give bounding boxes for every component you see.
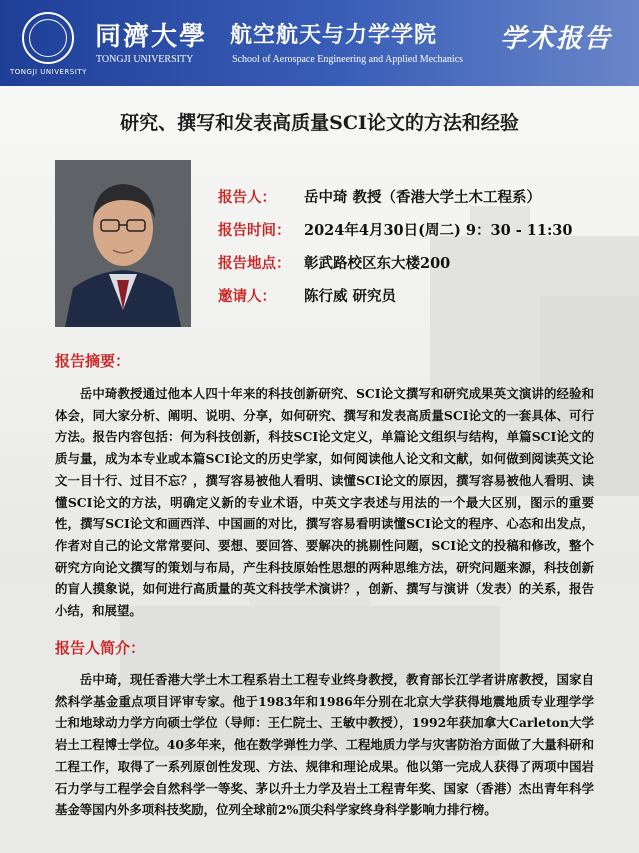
inviter-label: 邀请人：	[218, 289, 276, 305]
place-label: 报告地点：	[218, 256, 291, 272]
header-banner	[0, 0, 639, 86]
university-name-en: TONGJI UNIVERSITY	[96, 54, 194, 65]
report-type-tag: 学术报告	[500, 24, 613, 54]
time-value: 2024年4月30日(周二) 9：30 - 11:30	[304, 222, 573, 239]
school-name-cn: 航空航天与力学学院	[230, 23, 438, 48]
speaker-photo	[55, 160, 191, 327]
bio-text: 岳中琦，现任香港大学土木工程系岩土工程专业终身教授，教育部长江学者讲席教授，国家自然科学基金重点项目评审专家。他于1983年和1986年分别在北京大学获得地震地质专业理学学士和地球动力学方向硕士学位（导师：王仁院士、王敏中教授），1992年获加拿大Carleton大学岩土工程博士学位。40多年来，他在数学弹性力学、工程地质力学与灾害防治方面做了大量科研和工程工作，取得了一系列原创性发现、方法、规律和理论成果。他以第一完成人获得了两项中国岩石力学与工程学会自然科学一等奖、茅以升土力学及岩土工程青年奖、国家（香港）杰出青年科学基金等国内外多项科技奖励，位列全球前2%顶尖科学家终身科学影响力排行榜。	[55, 672, 594, 818]
abstract-text: 岳中琦教授通过他本人四十年来的科技创新研究、SCI论文撰写和研究成果英文演讲的经验和体会，同大家分析、阐明、说明、分享，如何研究、撰写和发表高质量SCI论文的一套具体、可行方法。报告内容包括：何为科技创新，科技SCI论文定义，单篇论文组织与结构，单篇SCI论文的质与量，成为本专业或本篇SCI论文的历史学家，如何阅读他人论文和文献，如何做到阅读英文论文一目十行、过目不忘？，撰写容易被他人看明、读懂SCI论文的原因，撰写容易被他人看明、读懂SCI论文的方法，明确定义新的专业术语，中英文字表述与用法的一个最大区别，图示的重要性，撰写SCI论文和画西洋、中国画的对比，撰写容易看明读懂SCI论文的程序、心态和出发点，作者对自己的论文常常要问、要想、要回答、要解决的挑剔性问题，SCI论文的投稿和修改，整个研究方向论文撰写的策划与布局，产生科技原始性思想的两种思维方法，研究问题来源，科技创新的盲人摸象说，如何进行高质量的英文科技学术演讲？，创新、撰写与演讲（发表）的关系，报告小结，和展望。	[55, 386, 594, 619]
seal-caption: TONGJI UNIVERSITY	[10, 68, 87, 76]
bio-heading: 报告人简介：	[55, 639, 146, 657]
place-value: 彰武路校区东大楼200	[304, 255, 451, 272]
inviter-value: 陈行威 研究员	[304, 288, 397, 305]
university-name-cn: 同濟大學	[95, 22, 208, 52]
abstract-heading: 报告摘要：	[55, 352, 131, 370]
talk-title: 研究、撰写和发表高质量SCI论文的方法和经验	[120, 112, 519, 134]
speaker-value: 岳中琦 教授（香港大学土木工程系）	[304, 189, 542, 206]
speaker-label: 报告人：	[218, 190, 276, 206]
university-seal-logo	[22, 12, 74, 64]
time-label: 报告时间：	[218, 223, 291, 239]
school-name-en: School of Aerospace Engineering and Applied Mechanics	[232, 54, 464, 65]
